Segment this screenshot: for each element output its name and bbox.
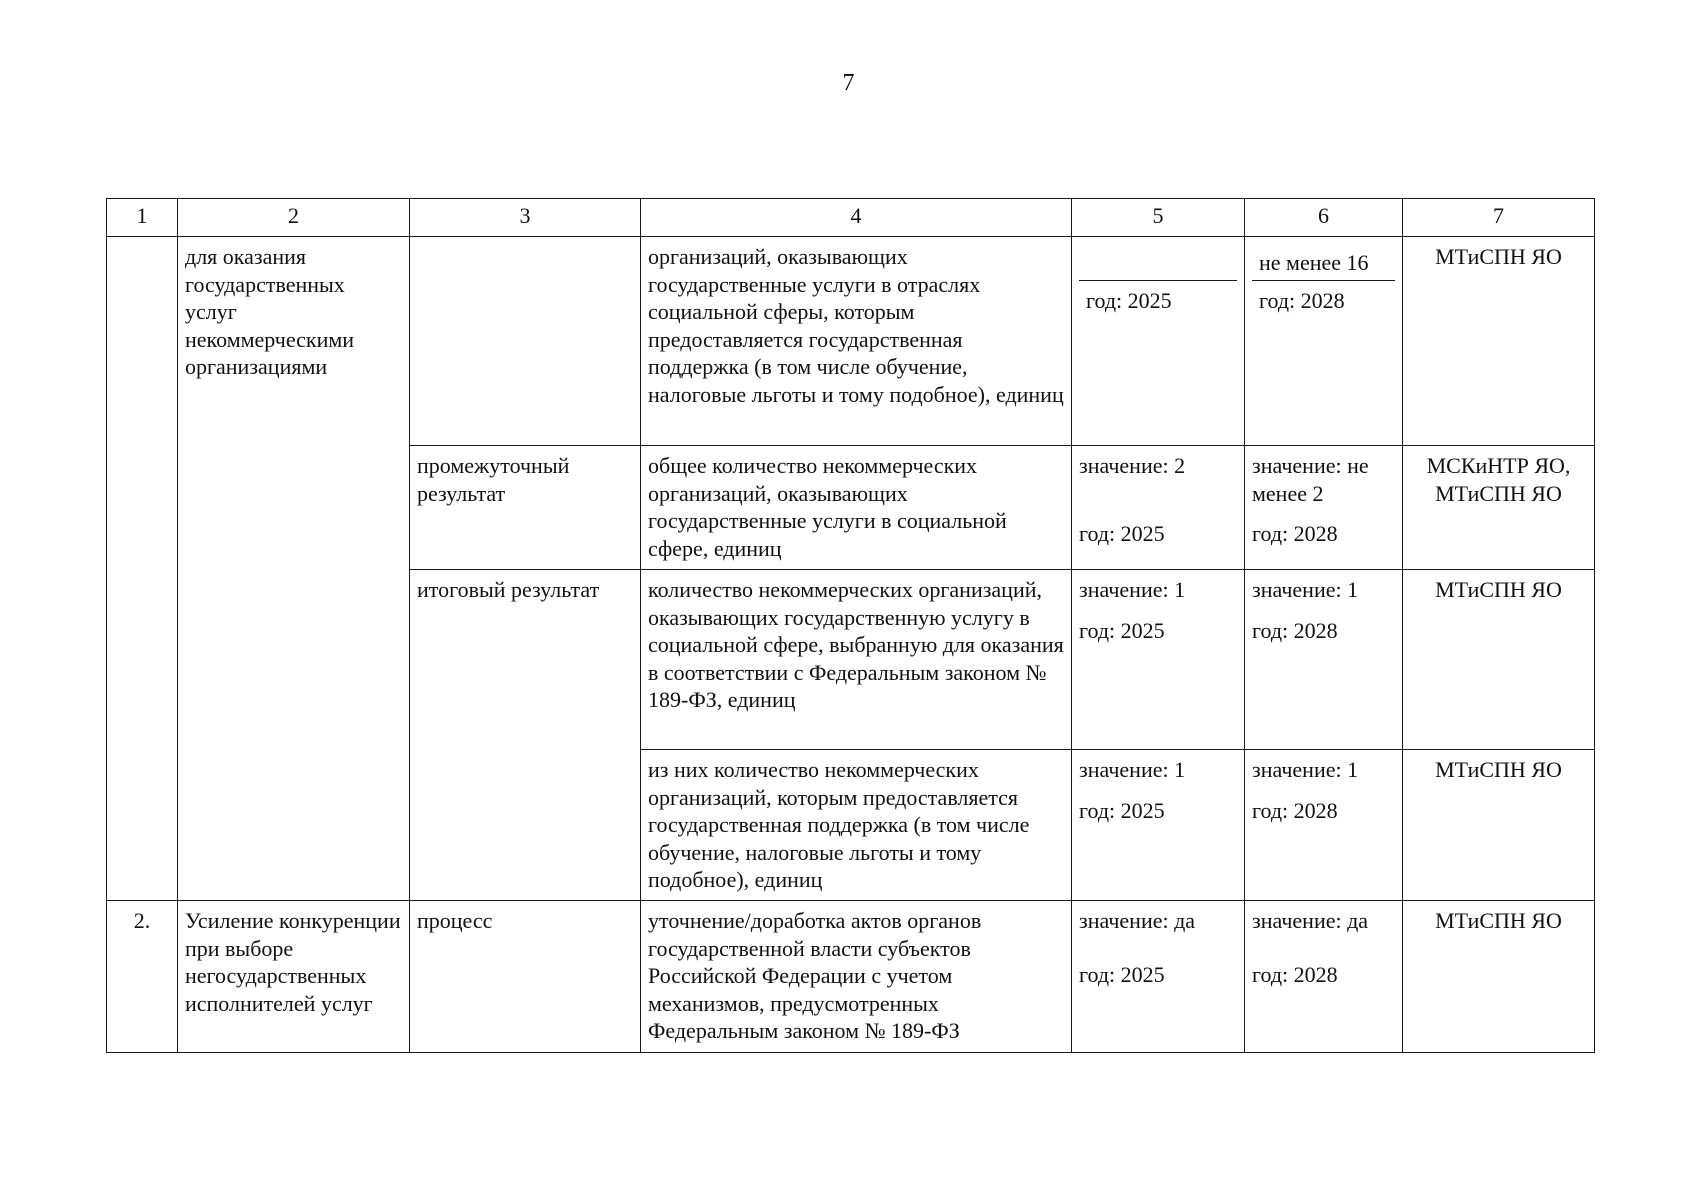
- result-type: итоговый результат: [410, 570, 641, 901]
- row-number: [107, 237, 178, 901]
- base-year: год: 2025: [1079, 961, 1165, 987]
- responsible: МТиСПН ЯО: [1403, 237, 1595, 446]
- table-header-row: [107, 199, 1595, 237]
- base-cell: [1072, 750, 1245, 901]
- column-header: 3: [410, 199, 641, 237]
- target-year: год: 2028: [1259, 288, 1345, 313]
- target-year: год: 2028: [1252, 521, 1338, 546]
- row-number: 2.: [107, 901, 178, 1053]
- target-year: год: 2028: [1252, 797, 1338, 823]
- target-value: значение: не менее 2: [1252, 453, 1369, 506]
- base-year: год: 2025: [1086, 288, 1172, 313]
- target-cell: [1245, 570, 1403, 750]
- indicator-text: общее количество некоммерческих организаций, оказывающих государственные услуги в социальной сфере, единиц: [641, 446, 1072, 570]
- table-row: [107, 237, 1595, 446]
- column-header: 7: [1403, 199, 1595, 237]
- task-name: Усиление конкуренции при выборе негосударственных исполнителей услуг: [178, 901, 410, 1053]
- indicator-text: уточнение/доработка актов органов государственной власти субъектов Российской Федерации с учетом механизмов, предусмотренных Федеральным законом № 189-ФЗ: [641, 901, 1072, 1053]
- responsible: МТиСПН ЯО: [1403, 901, 1595, 1053]
- base-cell: [1072, 446, 1245, 570]
- column-header: 4: [641, 199, 1072, 237]
- target-value: не менее 16: [1252, 243, 1395, 281]
- target-cell: [1245, 446, 1403, 570]
- base-value: [1079, 243, 1237, 281]
- target-year: год: 2028: [1252, 961, 1338, 987]
- base-cell: [1072, 570, 1245, 750]
- measures-table: [106, 198, 1595, 1053]
- column-header: 2: [178, 199, 410, 237]
- result-type: процесс: [410, 901, 641, 1053]
- indicator-text: организаций, оказывающих государственные услуги в отраслях социальной сферы, которым предоставляется государственная поддержка (в том числе обучение, налоговые льготы и тому подобное), единиц: [641, 237, 1072, 446]
- responsible: МСКиНТР ЯО, МТиСПН ЯО: [1403, 446, 1595, 570]
- task-name: для оказания государственных услуг некоммерческими организациями: [178, 237, 410, 901]
- column-header: 5: [1072, 199, 1245, 237]
- page-number: 7: [842, 70, 855, 96]
- target-cell: [1245, 237, 1403, 446]
- result-type: промежуточный результат: [410, 446, 641, 570]
- indicator-text: количество некоммерческих организаций, оказывающих государственную услугу в социальной сфере, выбранную для оказания в соответствии с Федеральным законом № 189-ФЗ, единиц: [641, 570, 1072, 750]
- base-value: значение: да: [1079, 908, 1196, 933]
- base-value: значение: 1: [1079, 577, 1186, 602]
- base-cell: [1072, 901, 1245, 1053]
- responsible: МТиСПН ЯО: [1403, 570, 1595, 750]
- base-year: год: 2025: [1079, 617, 1165, 643]
- indicator-text: из них количество некоммерческих организаций, которым предоставляется государственная поддержка (в том числе обучение, налоговые льготы и тому подобное), единиц: [641, 750, 1072, 901]
- target-cell: [1245, 750, 1403, 901]
- responsible: МТиСПН ЯО: [1403, 750, 1595, 901]
- base-year: год: 2025: [1079, 520, 1165, 546]
- base-value: значение: 2: [1079, 453, 1186, 478]
- column-header: 1: [107, 199, 178, 237]
- table-row: [107, 901, 1595, 1053]
- target-cell: [1245, 901, 1403, 1053]
- column-header: 6: [1245, 199, 1403, 237]
- target-value: значение: 1: [1252, 577, 1359, 602]
- result-type: [410, 237, 641, 446]
- target-value: значение: 1: [1252, 757, 1359, 782]
- base-year: год: 2025: [1079, 797, 1165, 823]
- base-cell: [1072, 237, 1245, 446]
- target-year: год: 2028: [1252, 617, 1338, 643]
- target-value: значение: да: [1252, 908, 1369, 933]
- base-value: значение: 1: [1079, 757, 1186, 782]
